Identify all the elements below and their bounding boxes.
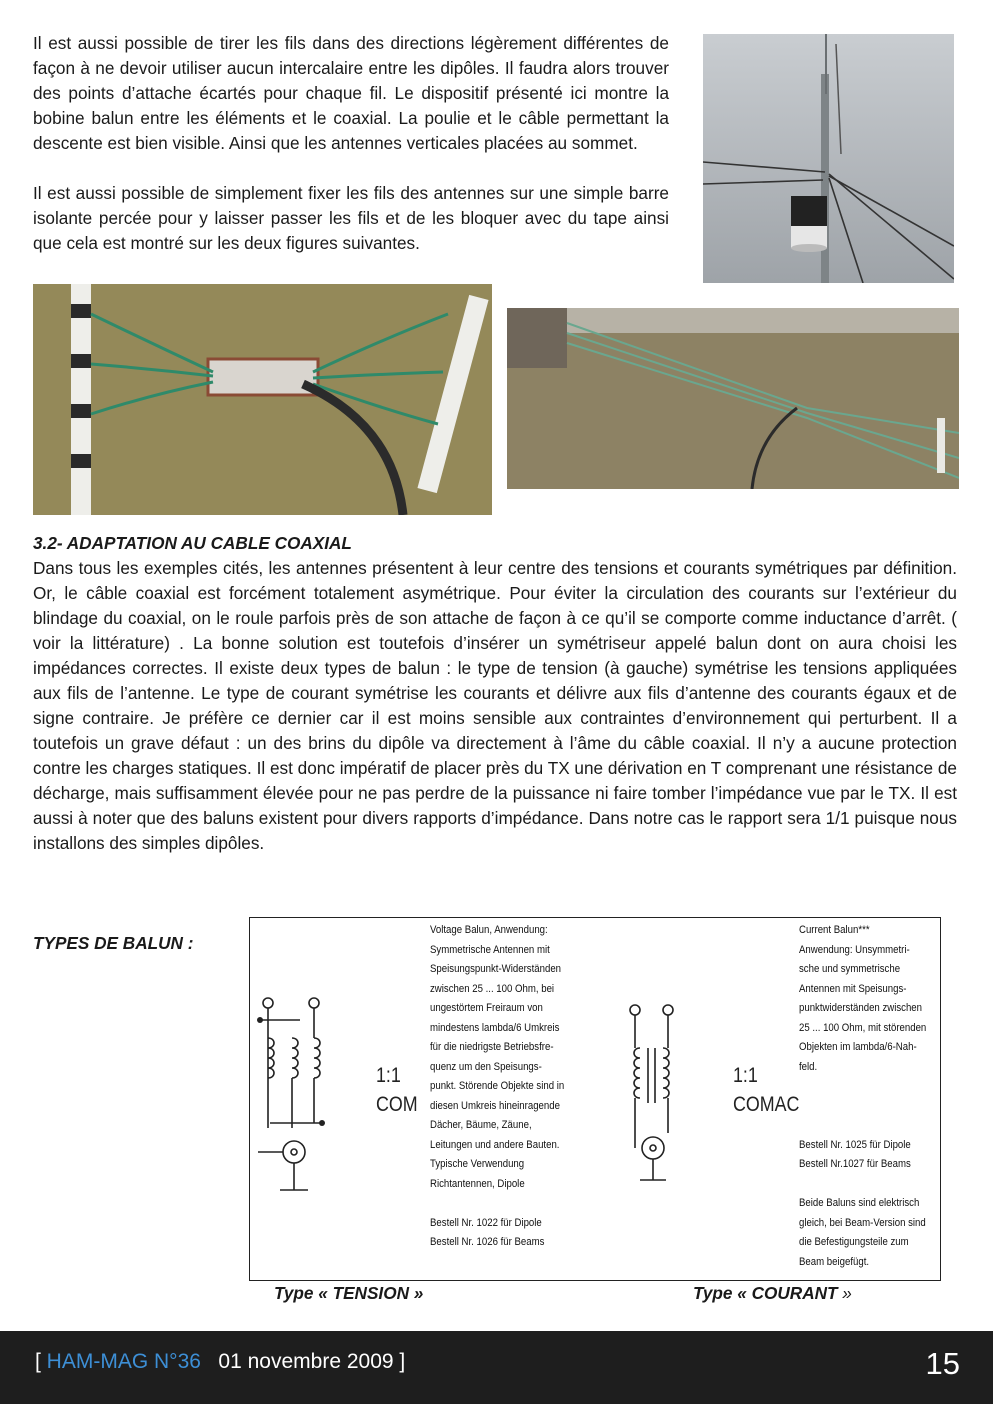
caption-courant bbox=[693, 1283, 852, 1304]
balun-types-label: TYPES DE BALUN : bbox=[33, 933, 194, 953]
balun-diagram bbox=[249, 917, 941, 1281]
footer-bar bbox=[0, 1331, 993, 1404]
caption-courant-tail: » bbox=[837, 1283, 852, 1303]
section-body: Dans tous les exemples cités, les antennes présentent à leur centre des tensions et courants symétriques par définition. Or, le câble coaxial est forcément totalement asymétrique. Pour éviter la circulation des courants sur l’extérieur du blindage du coaxial, on le roule parfois près de son attache de façon à ce qu’il se comporte comme inductance d’arrêt. ( voir la littérature) . La bonne solution est toutefois d’insérer un symétriseur appelé balun dont on aura choisi les impédances correctes. Il existe deux types de balun : le type de tension (à gauche) symétrise les tensions appliquées aux fils de l’antenne. Le type de courant symétrise les courants et délivre aux fils d’antenne des courants égaux et de signe contraire. Je préfère ce dernier car il est moins sensible aux contraintes d’environnement qui perturbent. Il a toutefois un grave défaut : un des brins du dipôle va directement à l’âme du câble coaxial. Il n’y a aucune protection contre les charges statiques. Il est donc impératif de placer près du TX une dérivation en T comprenant une résistance de décharge, mais suffisamment élevée pour ne pas perdre de la puissance ni faire tomber l’impédance vue par le TX. Il est aussi à noter que des baluns existent pour divers rapports d’impédance. Dans notre cas le rapport sera 1/1 puisque nous installons des simples dipôles. bbox=[33, 558, 957, 853]
voltage-balun-ratio: 1:1 bbox=[376, 1064, 401, 1087]
current-balun-ratio: 1:1 bbox=[733, 1064, 758, 1087]
mast-balun-photo bbox=[703, 34, 954, 283]
voltage-balun-description: Voltage Balun, Anwendung: Symmetrische Antennen mit Speisungspunkt-Widerständen zwischen 25 ... 100 Ohm, bei ungestörtem Freiraum von mindestens lambda/6 Umkreis für die niedrigste Betriebsfre- quenz um den Speisungs- punkt. Störende Objekte sind in diesen Umkreis hineinragende Dächer, Bäume, Zäune, Leitungen und andere Bauten. Typische Verwendung Richtantennen, Dipole Bestell Nr. 1022 für Dipole Bestell Nr. 1026 für Beams bbox=[430, 924, 565, 1248]
intro-paragraph-2: Il est aussi possible de simplement fixer les fils des antennes sur une simple barre isolante percée pour y laisser passer les fils et de les bloquer avec du tape ainsi que cela est montré sur les deux figures suivantes. bbox=[33, 183, 669, 253]
footer-issue bbox=[35, 1350, 405, 1374]
current-balun-description: Current Balun*** Anwendung: Unsymmetri- sche und symmetrische Antennen mit Speisungs- punktwiderständen zwischen 25 ... 100 Ohm, mit störenden Objekten im lambda/6-Nah- feld. Bestell Nr. 1025 für Dipole Bestell Nr.1027 für Beams Beide Baluns sind elektrisch gleich, bei Beam-Version sind die Befestigungsteile zum Beam beigefügt. bbox=[799, 924, 927, 1268]
footer-date: 01 novembre 2009 ] bbox=[200, 1350, 406, 1373]
voltage-balun-code: COM bbox=[376, 1093, 418, 1116]
insulating-bar-photo bbox=[33, 284, 492, 515]
caption-tension bbox=[274, 1283, 423, 1304]
footer-magazine: HAM-MAG N°36 bbox=[46, 1350, 201, 1373]
caption-courant-text: Type « COURANT bbox=[693, 1283, 838, 1303]
intro-paragraph-1: Il est aussi possible de tirer les fils dans des directions légèrement différentes de façon à ne devoir utiliser aucun intercalaire entre les dipôles. Il faudra alors trouver des points d’attache écartés pour chaque fil. Le dispositif présenté ici montre la bobine balun entre les éléments et le coaxial. La poulie et le câble permettant la descente est bien visible. Ainsi que les antennes verticales placées au sommet. bbox=[33, 33, 669, 153]
page-number: 15 bbox=[925, 1346, 960, 1381]
footer-open-bracket: [ bbox=[35, 1350, 47, 1373]
caption-tension-text: Type « TENSION » bbox=[274, 1283, 424, 1303]
section-heading: 3.2- ADAPTATION AU CABLE COAXIAL bbox=[33, 533, 352, 553]
field-wires-photo bbox=[507, 308, 959, 489]
current-balun-code: COMAC bbox=[733, 1093, 800, 1116]
